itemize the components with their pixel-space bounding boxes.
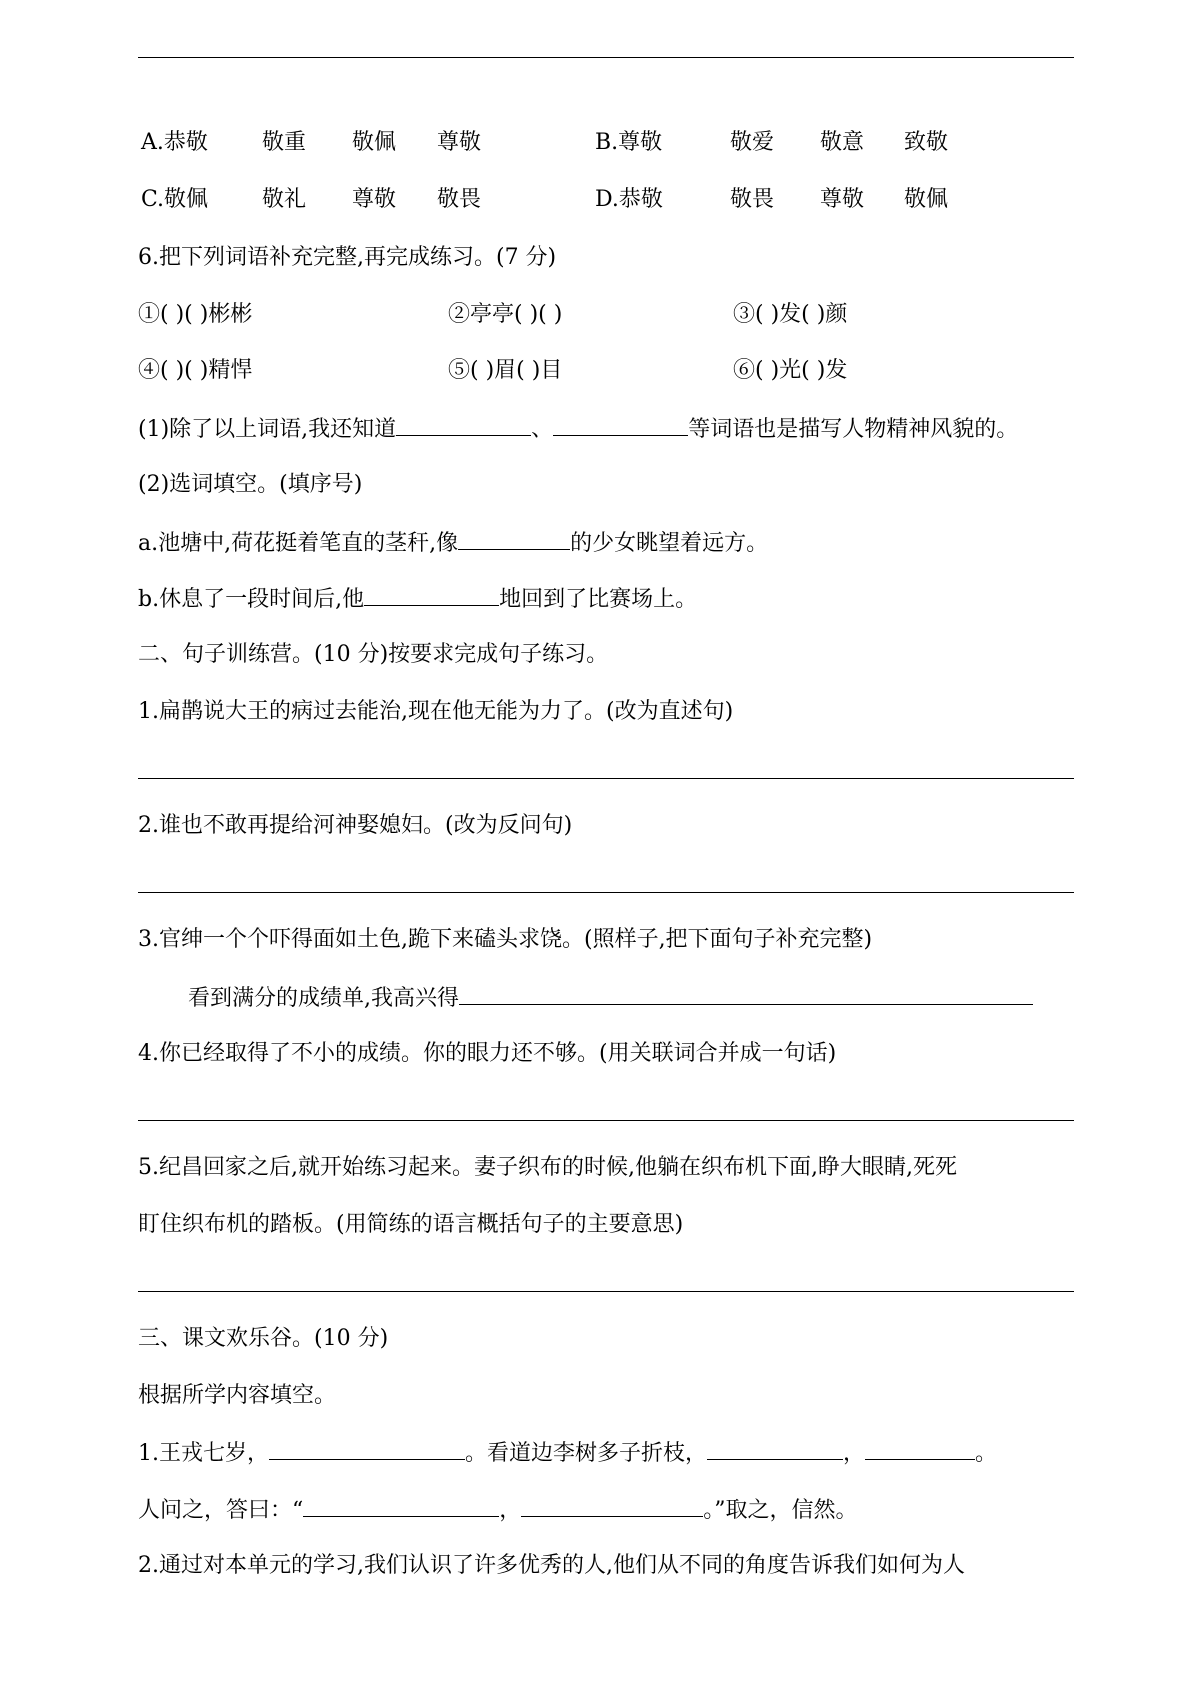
section2-q4: 4.你已经取得了不小的成绩。你的眼力还不够。(用关联词合并成一句话) xyxy=(138,1041,837,1066)
answer-line[interactable] xyxy=(138,892,1074,893)
section2-q3: 3.官绅一个个吓得面如土色,跪下来磕头求饶。(照样子,把下面句子补充完整) xyxy=(138,927,873,952)
q6-item-3: ③( )发( )颜 xyxy=(733,302,848,327)
q6-item-4: ④( )( )精悍 xyxy=(138,358,253,383)
answer-blank[interactable] xyxy=(458,527,570,550)
answer-blank[interactable] xyxy=(521,1494,703,1517)
answer-line[interactable] xyxy=(138,1120,1074,1121)
section3-q2: 2.通过对本单元的学习,我们认识了许多优秀的人,他们从不同的角度告诉我们如何为人 xyxy=(138,1553,965,1578)
q6-sub2-b: b.休息了一段时间后,他 地回到了比赛场上。 xyxy=(138,583,697,615)
answer-blank[interactable] xyxy=(303,1494,499,1517)
q6-sub1: (1)除了以上词语,我还知道 、 等词语也是描写人物精神风貌的。 xyxy=(138,413,1018,445)
answer-blank[interactable] xyxy=(553,413,688,436)
answer-line[interactable] xyxy=(138,778,1074,779)
answer-blank[interactable] xyxy=(269,1437,465,1460)
section3-title: 三、课文欢乐谷。(10 分) xyxy=(138,1326,389,1351)
q6-item-2: ②亭亭( )( ) xyxy=(448,302,563,327)
answer-blank[interactable] xyxy=(396,413,531,436)
q6-item-5: ⑤( )眉( )目 xyxy=(448,358,563,383)
q6-item-6: ⑥( )光( )发 xyxy=(733,358,848,383)
section3-intro: 根据所学内容填空。 xyxy=(138,1383,337,1408)
section2-q2: 2.谁也不敢再提给河神娶媳妇。(改为反问句) xyxy=(138,813,573,838)
q6-title: 6.把下列词语补充完整,再完成练习。(7 分) xyxy=(138,245,557,270)
answer-line[interactable] xyxy=(138,1291,1074,1292)
section2-q3-sub: 看到满分的成绩单,我高兴得 xyxy=(188,982,1033,1014)
answer-blank[interactable] xyxy=(459,982,1033,1005)
section2-q5-line2: 盯住织布机的踏板。(用简练的语言概括句子的主要意思) xyxy=(138,1212,684,1237)
section2-q1: 1.扁鹊说大王的病过去能治,现在他无能为力了。(改为直述句) xyxy=(138,699,734,724)
q6-sub2-a: a.池塘中,荷花挺着笔直的茎秆,像 的少女眺望着远方。 xyxy=(138,527,768,559)
answer-blank[interactable] xyxy=(364,583,499,606)
answer-blank[interactable] xyxy=(865,1437,975,1460)
section3-q1-line1: 1.王戎七岁， 。看道边李树多子折枝， ， 。 xyxy=(138,1437,997,1469)
section3-q1-line2: 人问之，答曰：“ ， 。”取之，信然。 xyxy=(138,1494,858,1526)
section2-q5-line1: 5.纪昌回家之后,就开始练习起来。妻子织布的时候,他躺在织布机下面,睁大眼睛,死死 xyxy=(138,1155,957,1180)
q6-sub2: (2)选词填空。(填序号) xyxy=(138,472,363,497)
answer-blank[interactable] xyxy=(707,1437,843,1460)
q6-item-1: ①( )( )彬彬 xyxy=(138,302,253,327)
section2-title: 二、句子训练营。(10 分)按要求完成句子练习。 xyxy=(138,642,609,667)
top-rule xyxy=(138,57,1074,58)
